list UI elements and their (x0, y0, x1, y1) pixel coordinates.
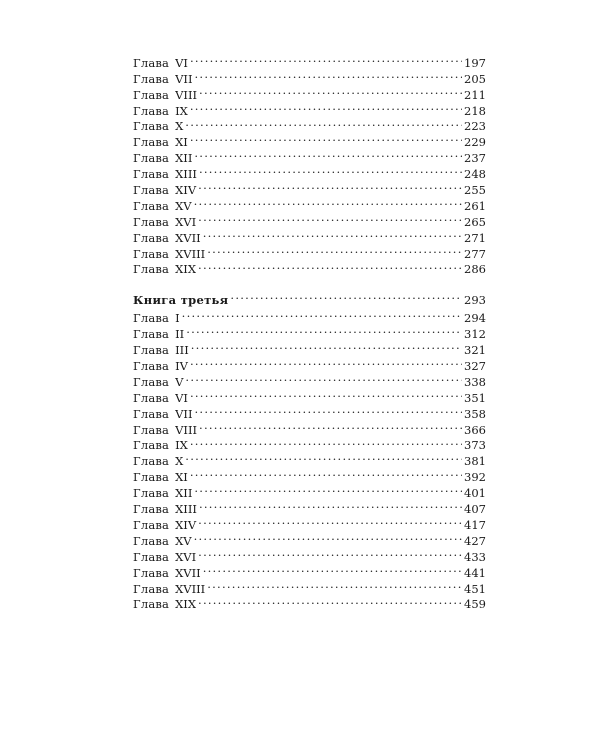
chapter-word: Глава (133, 214, 170, 229)
chapter-word: Глава (133, 55, 170, 70)
page-number: 223 (464, 119, 486, 134)
page-number: 277 (464, 246, 486, 261)
toc-entry[interactable] (133, 386, 486, 405)
chapter-label (133, 199, 194, 215)
book-title: Книга третья (133, 293, 229, 308)
dot-leader (185, 115, 462, 131)
dot-leader (186, 322, 462, 338)
chapter-number: XIX (175, 262, 197, 277)
chapter-number: VI (175, 390, 188, 405)
chapter-label (133, 247, 207, 263)
dot-leader (199, 418, 462, 434)
chapter-label (133, 311, 182, 327)
chapter-label (133, 104, 190, 120)
chapter-word: Глава (133, 167, 170, 182)
book-three-chapters (133, 306, 486, 612)
dot-leader (191, 338, 462, 354)
chapter-number: I (175, 311, 180, 326)
chapter-number: XVIII (175, 581, 206, 596)
page-number: 433 (464, 549, 486, 564)
chapter-word: Глава (133, 374, 170, 389)
page-number: 218 (464, 103, 486, 118)
dot-leader (185, 370, 462, 386)
toc-entry[interactable] (133, 51, 486, 70)
chapter-number: IX (175, 438, 188, 453)
chapter-word: Глава (133, 151, 170, 166)
chapter-number: X (175, 119, 184, 134)
chapter-number: VI (175, 55, 188, 70)
chapter-word: Глава (133, 533, 170, 548)
chapter-word: Глава (133, 406, 170, 421)
dot-leader (198, 178, 462, 194)
dot-leader (207, 577, 462, 593)
dot-leader (194, 529, 462, 545)
page-number: 327 (464, 359, 486, 374)
chapter-number: XII (175, 486, 193, 501)
page-number: 293 (464, 293, 486, 308)
dot-leader (198, 513, 462, 529)
chapter-word: Глава (133, 470, 170, 485)
chapter-label (133, 550, 198, 566)
page-number: 261 (464, 198, 486, 213)
dot-leader (185, 449, 462, 465)
chapter-label (133, 72, 195, 88)
page-number: 417 (464, 517, 486, 532)
chapter-number: XVI (175, 214, 197, 229)
chapter-label (133, 518, 198, 534)
page-number: 286 (464, 262, 486, 277)
chapter-word: Глава (133, 262, 170, 277)
page-number: 351 (464, 390, 486, 405)
chapter-word: Глава (133, 198, 170, 213)
page-number: 338 (464, 374, 486, 389)
dot-leader (195, 67, 463, 83)
chapter-number: XV (175, 533, 192, 548)
chapter-word: Глава (133, 581, 170, 596)
chapter-word: Глава (133, 422, 170, 437)
chapter-number: XVIII (175, 246, 206, 261)
chapter-number: IX (175, 103, 188, 118)
chapter-label (133, 327, 186, 343)
chapter-word: Глава (133, 438, 170, 453)
chapter-word: Глава (133, 343, 170, 358)
dot-leader (190, 354, 462, 370)
chapter-label (133, 151, 194, 167)
dot-leader (190, 130, 462, 146)
chapter-label (133, 262, 198, 278)
chapter-number: XIV (175, 517, 197, 532)
toc-group-book-three (133, 286, 486, 612)
chapter-label (133, 215, 198, 231)
page-number: 407 (464, 502, 486, 517)
dot-leader (190, 465, 462, 481)
dot-leader (230, 286, 462, 304)
chapter-label (133, 56, 190, 72)
chapter-word: Глава (133, 359, 170, 374)
chapter-word: Глава (133, 135, 170, 150)
chapter-number: XVII (175, 565, 201, 580)
page-number: 205 (464, 71, 486, 86)
chapter-word: Глава (133, 246, 170, 261)
page-number: 427 (464, 533, 486, 548)
page-number: 358 (464, 406, 486, 421)
table-of-contents (133, 51, 486, 612)
page-number: 401 (464, 486, 486, 501)
toc-entry[interactable] (133, 449, 486, 469)
chapter-word: Глава (133, 502, 170, 517)
dot-leader (195, 402, 463, 418)
page-number: 294 (464, 311, 486, 326)
page-number: 312 (464, 327, 486, 342)
page-number: 373 (464, 438, 486, 453)
dot-leader (198, 593, 462, 609)
page-number: 459 (464, 597, 486, 612)
chapter-label (133, 566, 203, 582)
page-number: 197 (464, 55, 486, 70)
chapter-label (133, 486, 194, 502)
chapter-word: Глава (133, 119, 170, 134)
chapter-label (133, 359, 190, 375)
chapter-number: VII (175, 406, 193, 421)
dot-leader (198, 545, 462, 561)
chapter-label (133, 375, 185, 391)
dot-leader (194, 481, 462, 497)
chapter-label (133, 391, 190, 407)
chapter-number: III (175, 343, 189, 358)
chapter-word: Глава (133, 549, 170, 564)
page-number: 265 (464, 214, 486, 229)
chapter-label (133, 407, 195, 423)
page-number: 321 (464, 343, 486, 358)
page-number: 451 (464, 581, 486, 596)
chapter-word: Глава (133, 183, 170, 198)
page-number: 441 (464, 565, 486, 580)
toc-group-continued (133, 51, 486, 277)
dot-leader (199, 497, 462, 513)
chapter-label (133, 502, 199, 518)
chapter-number: VIII (175, 422, 198, 437)
chapter-word: Глава (133, 311, 170, 326)
page-number: 229 (464, 135, 486, 150)
chapter-number: V (175, 374, 184, 389)
toc-entry[interactable] (133, 115, 486, 134)
chapter-number: XI (175, 470, 188, 485)
dot-leader (182, 306, 462, 322)
chapter-number: II (175, 327, 185, 342)
chapter-label (133, 597, 198, 613)
chapter-number: XVII (175, 230, 201, 245)
chapter-label (133, 183, 198, 199)
page-number: 237 (464, 151, 486, 166)
dot-leader (194, 146, 462, 162)
chapter-number: XI (175, 135, 188, 150)
toc-heading-book-three[interactable] (133, 286, 486, 308)
dot-leader (207, 242, 462, 258)
chapter-number: XIII (175, 502, 197, 517)
chapter-word: Глава (133, 327, 170, 342)
chapter-label (133, 135, 190, 151)
toc-entry[interactable] (133, 322, 486, 342)
chapter-label (133, 343, 191, 359)
chapter-word: Глава (133, 71, 170, 86)
chapter-number: VII (175, 71, 193, 86)
toc-entry[interactable] (133, 130, 486, 150)
chapter-number: IV (175, 359, 188, 374)
page-number: 248 (464, 167, 486, 182)
chapter-label (133, 438, 190, 454)
chapter-label (133, 119, 185, 135)
dot-leader (190, 434, 462, 450)
chapter-label (133, 582, 207, 598)
chapter-label (133, 454, 185, 470)
page-number: 255 (464, 183, 486, 198)
chapter-number: XIX (175, 597, 197, 612)
chapter-word: Глава (133, 517, 170, 532)
chapter-word: Глава (133, 230, 170, 245)
dot-leader (198, 210, 462, 226)
page-number: 211 (464, 87, 486, 102)
chapter-number: XIV (175, 183, 197, 198)
page-number: 366 (464, 422, 486, 437)
chapter-label (133, 534, 194, 550)
chapter-number: XII (175, 151, 193, 166)
chapter-word: Глава (133, 103, 170, 118)
toc-entry[interactable] (133, 306, 486, 326)
chapter-number: XIII (175, 167, 197, 182)
chapter-word: Глава (133, 597, 170, 612)
dot-leader (194, 194, 462, 210)
chapter-word: Глава (133, 390, 170, 405)
dot-leader (190, 386, 462, 402)
toc-entry[interactable] (133, 370, 486, 389)
dot-leader (199, 83, 462, 99)
chapter-word: Глава (133, 486, 170, 501)
toc-entry[interactable] (133, 465, 486, 485)
dot-leader (190, 51, 462, 67)
page-number: 392 (464, 470, 486, 485)
chapter-label (133, 470, 190, 486)
chapter-word: Глава (133, 87, 170, 102)
chapter-word: Глава (133, 565, 170, 580)
chapter-word: Глава (133, 454, 170, 469)
dot-leader (190, 99, 462, 115)
chapter-number: VIII (175, 87, 198, 102)
chapter-label (133, 167, 199, 183)
dot-leader (203, 226, 462, 242)
chapter-number: XVI (175, 549, 197, 564)
dot-leader (198, 258, 462, 274)
page-number: 381 (464, 454, 486, 469)
page-number: 271 (464, 230, 486, 245)
dot-leader (199, 162, 462, 178)
dot-leader (203, 561, 462, 577)
chapter-number: XV (175, 198, 192, 213)
chapter-number: X (175, 454, 184, 469)
chapter-label (133, 231, 203, 247)
